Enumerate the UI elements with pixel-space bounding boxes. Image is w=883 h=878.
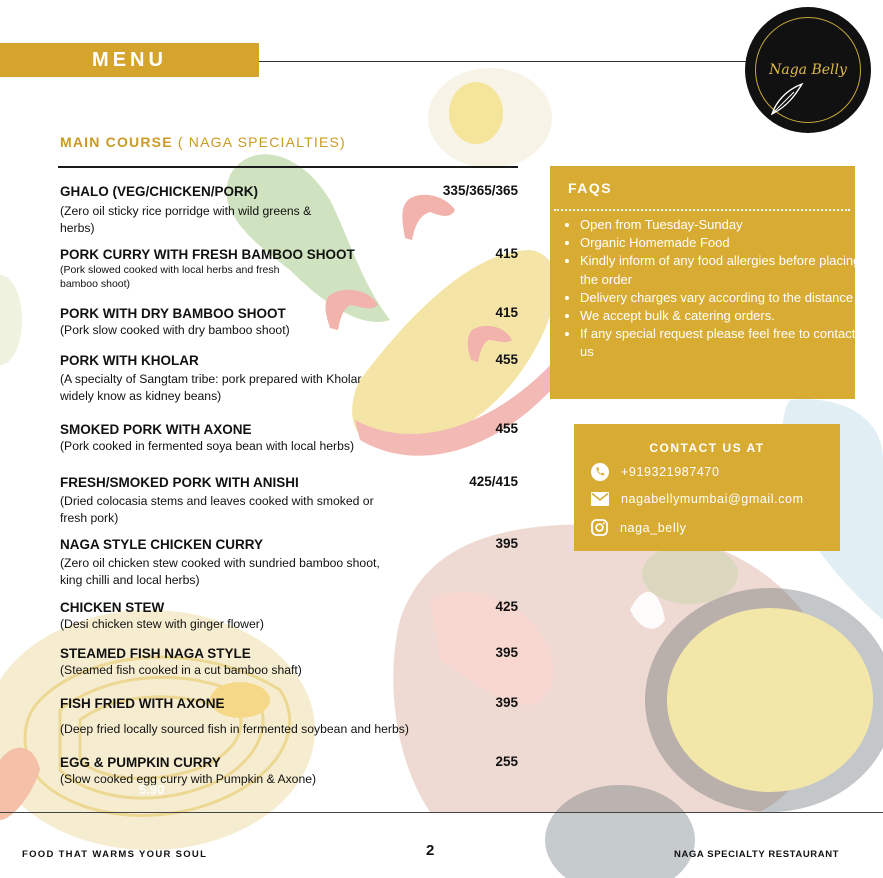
menu-item-naga-chicken-curry [60,536,520,589]
item-name: PORK WITH DRY BAMBOO SHOOT [60,306,286,321]
item-price: 395 [495,645,518,660]
item-name: NAGA STYLE CHICKEN CURRY [60,537,264,552]
contact-title: CONTACT US AT [649,441,765,455]
faq-divider [554,209,850,211]
item-price: 455 [495,421,518,436]
section-divider [58,166,518,168]
fried-egg-yolk-illustration [449,82,503,144]
footer-tagline: FOOD THAT WARMS YOUR SOUL [22,849,208,860]
item-name: FISH FRIED WITH AXONE [60,696,225,711]
item-description: (Desi chicken stew with ginger flower) [60,617,264,631]
logo [745,7,871,133]
item-description: (Pork cooked in fermented soya bean with local herbs) [60,439,355,453]
faq-item: • We accept bulk & catering orders. [580,307,865,325]
contact-email[interactable]: nagabellymumbai@gmail.com [621,492,804,506]
logo-text: Naga Belly [769,62,847,78]
item-name: PORK CURRY WITH FRESH BAMBOO SHOOT [60,247,355,262]
item-description: (Steamed fish cooked in a cut bamboo shaft) [60,663,302,677]
faq-item: • Organic Homemade Food [580,234,865,252]
item-name: FRESH/SMOKED PORK WITH ANISHI [60,475,299,490]
item-description: (Slow cooked egg curry with Pumpkin & Axone) [60,772,317,786]
header-divider [259,61,749,62]
email-icon [591,492,609,506]
menu-item-smoked-pork-axone [60,421,520,455]
item-price: 415 [495,305,518,320]
menu-item-pork-dry-bamboo [60,305,520,339]
section-title [60,134,346,150]
contact-phone-row[interactable] [591,463,720,481]
item-description: (Pork slow cooked with dry bamboo shoot) [60,323,290,337]
item-description: (A specialty of Sangtam tribe: pork prepared with Kholar widely know as kidney beans) [60,372,362,403]
bowl-illustration [642,544,738,604]
item-price: 395 [495,536,518,551]
pan-soup-illustration [667,608,873,792]
item-price: 335/365/365 [442,183,518,198]
item-name: CHICKEN STEW [60,600,165,615]
menu-item-ghalo [60,183,520,237]
footer-divider [0,812,883,813]
page-number: 2 [426,842,435,859]
menu-item-pork-anishi [60,474,520,527]
menu-item-steamed-fish [60,645,520,679]
phone-icon [591,463,609,481]
item-price: 255 [495,754,518,769]
faq-box [550,166,861,399]
item-description: (Zero oil chicken stew cooked with sundried bamboo shoot, king chilli and local herbs) [60,556,380,587]
section-title-sub: ( NAGA SPECIALTIES) [177,134,346,150]
contact-box [574,424,840,551]
faq-item: • Delivery charges vary according to the distance [580,289,865,307]
item-description: (Deep fried locally sourced fish in fermented soybean and herbs) [60,722,409,736]
instagram-icon [591,519,608,536]
contact-instagram-row[interactable] [591,519,686,536]
menu-item-fish-fried-axone [60,695,520,738]
contact-email-row[interactable] [591,492,804,506]
menu-item-pork-kholar [60,352,520,405]
section-title-main: MAIN COURSE [60,134,173,150]
menu-item-pork-curry-fresh-bamboo [60,246,520,291]
menu-item-chicken-stew [60,599,520,633]
feather-icon [768,78,808,118]
item-name: SMOKED PORK WITH AXONE [60,422,252,437]
faq-list [562,216,865,362]
item-price: 415 [495,246,518,261]
faq-title: FAQS [568,180,613,196]
logo-ring [755,17,861,123]
background-price-text: 5.90 [139,782,165,797]
item-name: PORK WITH KHOLAR [60,353,199,368]
item-description: (Dried colocasia stems and leaves cooked with smoked or fresh pork) [60,494,374,525]
item-price: 455 [495,352,518,367]
item-description: (Pork slowed cooked with local herbs and fresh bamboo shoot) [60,264,280,290]
item-price: 425/415 [469,474,518,489]
menu-banner [0,43,259,77]
item-price: 395 [495,695,518,710]
item-name: GHALO (VEG/CHICKEN/PORK) [60,184,259,199]
left-edge-shape-illustration [0,275,22,365]
footer-restaurant-type: NAGA SPECIALTY RESTAURANT [674,849,840,860]
faq-item: • If any special request please feel free to contact us [580,325,865,361]
faq-item: • Open from Tuesday-Sunday [580,216,865,234]
faq-item: • Kindly inform of any food allergies before placing the order [580,252,865,288]
item-name: STEAMED FISH NAGA STYLE [60,646,251,661]
menu-title: MENU [92,48,167,71]
item-price: 425 [495,599,518,614]
item-description: (Zero oil sticky rice porridge with wild greens & herbs) [60,204,312,235]
item-name: EGG & PUMPKIN CURRY [60,755,221,770]
contact-phone[interactable]: +919321987470 [621,465,720,479]
contact-instagram[interactable]: naga_belly [620,520,687,535]
menu-item-egg-pumpkin-curry [60,754,520,788]
